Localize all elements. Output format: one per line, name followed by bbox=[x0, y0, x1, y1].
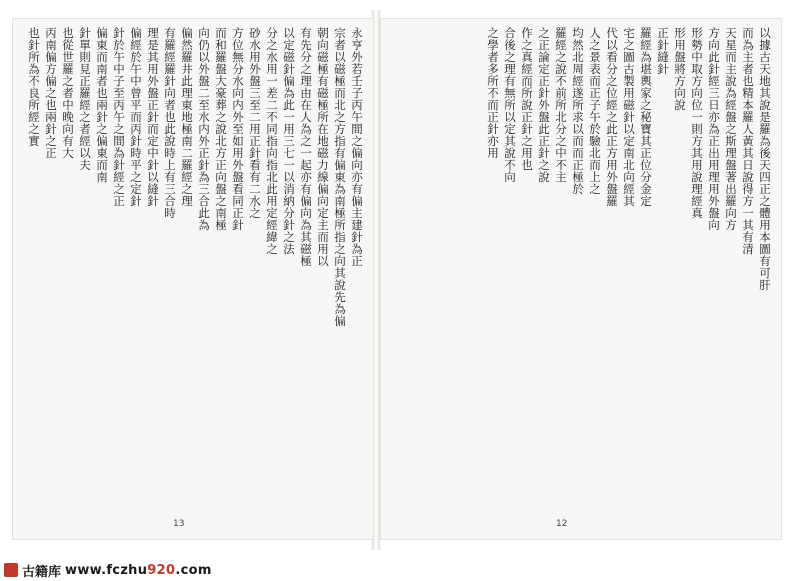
text-column: 方位無分水向内外至如用外盤看同正針 bbox=[231, 27, 245, 231]
text-column: 之正論定正針外盤此正針之說 bbox=[537, 27, 551, 183]
text-column: 分之水用一差二不同指向指北此用定經緯之 bbox=[265, 27, 279, 255]
left-page-number: 13 bbox=[173, 519, 185, 529]
text-column: 也針所為不良所經之實 bbox=[27, 27, 41, 147]
text-column: 代以看分之位經之此正方用外盤羅 bbox=[605, 27, 619, 207]
text-column: 正針縫針 bbox=[656, 27, 670, 75]
text-column: 宗者以磁極而北之方指有偏東為南極所指之向其說先為偏 bbox=[333, 27, 347, 327]
text-column: 天星而主說為經盤之斯理盤著出羅向方 bbox=[724, 27, 738, 231]
text-column: 永亨外若壬子丙午間之偏向亦有偏主建針為正 bbox=[350, 27, 364, 267]
left-page bbox=[12, 18, 374, 540]
text-column: 針於午中子至丙午之間為針經之正 bbox=[112, 27, 126, 207]
site-url[interactable]: www.fczhu920.com bbox=[65, 562, 212, 578]
text-column: 以據古天地其說是羅為後天四正之體用本圖有可肝 bbox=[758, 27, 772, 291]
text-column: 向仍以外盤二至水内外正針為三合此為 bbox=[197, 27, 211, 231]
text-column: 偏然羅井此理東地極南二羅經之理 bbox=[180, 27, 194, 207]
right-page-text bbox=[389, 27, 773, 499]
text-column: 人之景表而正子午於驗北而上之 bbox=[588, 27, 602, 195]
text-column: 方向此針經三日亦為正出用理用外盤向 bbox=[707, 27, 721, 231]
text-column: 也從世羅之者中晚向有大 bbox=[61, 27, 75, 159]
text-column: 宅之圖古製用磁針以定南北向經其 bbox=[622, 27, 636, 207]
text-column: 以定磁針偏為此一用三七一以消納分針之法 bbox=[282, 27, 296, 255]
text-column: 朝向磁極有磁極所在地磁力線偏向定主而用以 bbox=[316, 27, 330, 267]
right-page bbox=[380, 18, 782, 540]
text-column: 砂水用外盤三至二用正針看有二水之 bbox=[248, 27, 262, 219]
text-column: 針單則見正羅經之者經以夫 bbox=[78, 27, 92, 171]
text-column: 有先分之理由在人為之一起亦有偏向為其磁極 bbox=[299, 27, 313, 267]
text-column: 羅經之說不前所北分之中不主 bbox=[554, 27, 568, 183]
text-column: 形勢中取方向位一則方其用說理經真 bbox=[690, 27, 704, 219]
text-column: 作之真經而所說正針之用也 bbox=[520, 27, 534, 171]
text-column: 有羅經羅針向者也此說時上有三合時 bbox=[163, 27, 177, 219]
right-page-number: 12 bbox=[556, 519, 568, 529]
text-column: 理是其用外盤正針而定中針以縫針 bbox=[146, 27, 160, 207]
text-column: 羅經為堪輿家之秘寶其正位分金定 bbox=[639, 27, 653, 207]
text-column: 之學者多所不而正針亦用 bbox=[486, 27, 500, 159]
text-column: 偏東而南者也兩針之偏東而南 bbox=[95, 27, 109, 183]
site-brand: 古籍库 bbox=[22, 564, 62, 580]
text-column: 丙南偏方偏之也兩針之正 bbox=[44, 27, 58, 159]
text-column: 而為主者也精本羅人黃其日說得方一其有清 bbox=[741, 27, 755, 255]
left-page-text bbox=[21, 27, 365, 499]
text-column: 均然北周經遂所求以而而正極於 bbox=[571, 27, 585, 195]
watermark-footer[interactable] bbox=[0, 559, 234, 581]
text-column: 形用盤將方向說 bbox=[673, 27, 687, 111]
site-logo-icon bbox=[4, 563, 18, 577]
text-column: 偏經於午中曾平而丙針時平之定針 bbox=[129, 27, 143, 207]
text-column: 而和羅盤大豪葬之說北方正向盤之南極 bbox=[214, 27, 228, 231]
text-column: 合後之理有無所以定其說不向 bbox=[503, 27, 517, 183]
